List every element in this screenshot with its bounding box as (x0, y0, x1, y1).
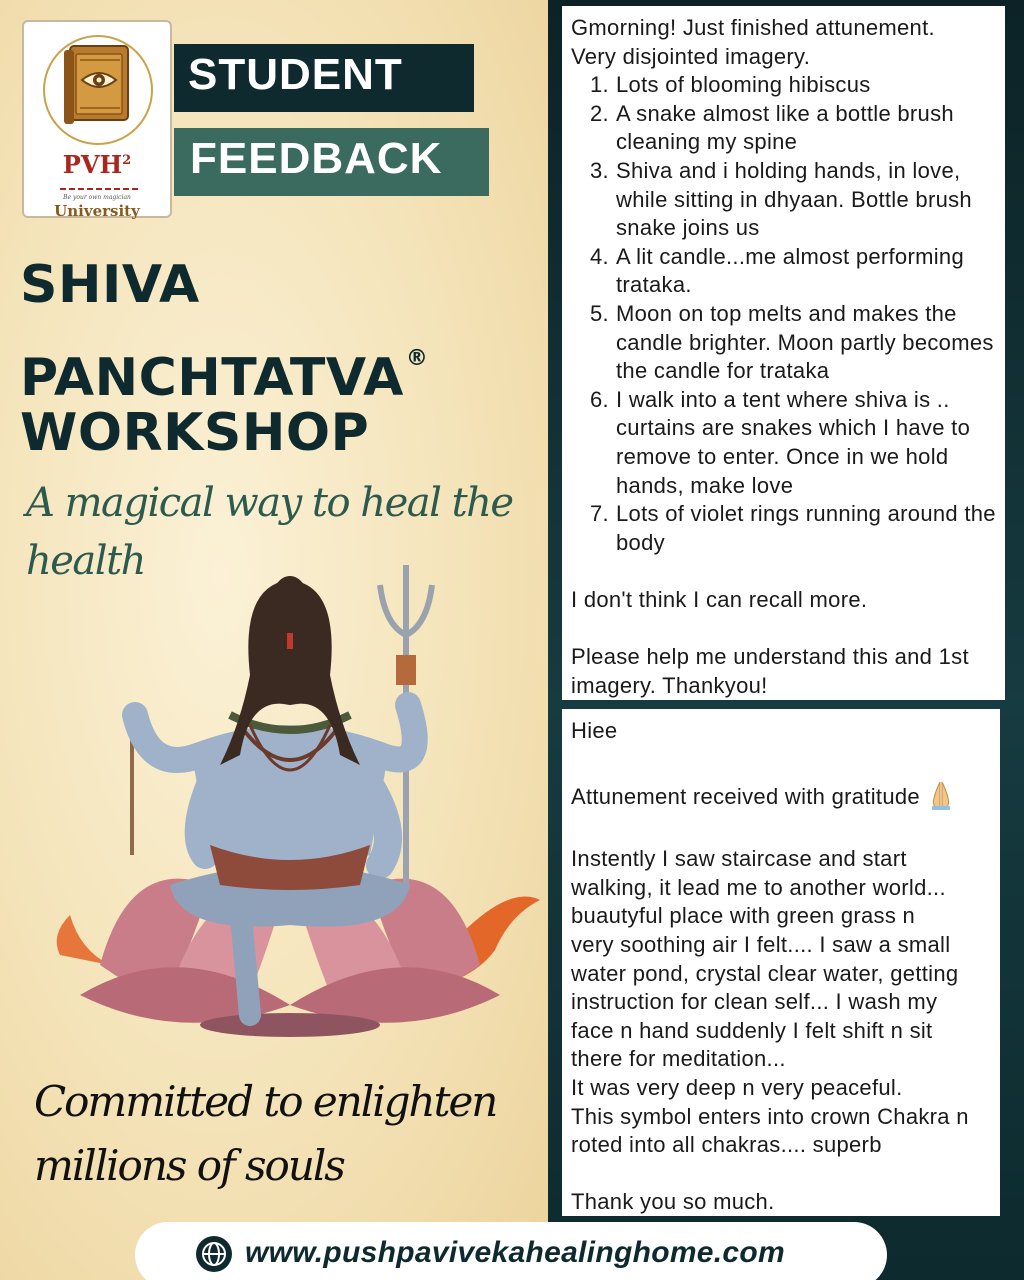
feedback-card-1 (562, 6, 1005, 700)
thanks-line: Thank you so much. (571, 1189, 775, 1215)
intro-line-1: Gmorning! Just finished attunement. (571, 15, 935, 40)
request-line: Please help me understand this and 1st imagery. Thankyou! (571, 644, 969, 698)
story-line: instruction for clean self... I wash my (571, 989, 938, 1015)
registered-mark: ® (405, 346, 429, 371)
title-line-3: WORKSHOP (20, 403, 370, 463)
story-line: water pond, crystal clear water, getting (571, 960, 959, 986)
logo-university: University (54, 202, 140, 220)
logo-divider (60, 186, 138, 192)
intro-line-2: Very disjointed imagery. (571, 43, 811, 69)
greeting-line: Hiee (571, 718, 618, 743)
workshop-title (20, 248, 450, 470)
list-item: I walk into a tent where shiva is .. curtains are snakes which I have to remove to enter. Once in we hold hands, make love (616, 386, 971, 498)
list-item: A snake almost like a bottle brush cleaning my spine (616, 100, 954, 155)
list-item: A lit candle...me almost performing trataka. (616, 243, 964, 298)
workshop-tagline: A magical way to heal the health (26, 480, 513, 584)
story-line: roted into all chakras.... superb (571, 1132, 882, 1158)
story-line: It was very deep n very peaceful. (571, 1074, 903, 1100)
student-banner: STUDENT (174, 44, 474, 112)
list-item: Lots of blooming hibiscus (616, 72, 871, 98)
feedback-banner: FEEDBACK (174, 128, 489, 196)
title-line-1: SHIVA (20, 255, 200, 315)
website-bar[interactable] (135, 1222, 887, 1280)
story-line: face n hand suddenly I felt shift n sit (571, 1017, 933, 1043)
recall-line: I don't think I can recall more. (571, 586, 868, 612)
website-link[interactable]: www.pushpavivekahealinghome.com (245, 1236, 785, 1269)
story-line: there for meditation... (571, 1046, 786, 1072)
list-item: Shiva and i holding hands, in love, while sitting in dhyaan. Bottle brush snake joins us (616, 157, 972, 241)
story-line: very soothing air I felt.... I saw a small (571, 931, 951, 957)
list-item: Lots of violet rings running around the body (616, 501, 996, 555)
logo-tagline: Be your own magician (63, 194, 131, 201)
story-line: walking, it lead me to another world... (571, 874, 946, 900)
feedback-card-2 (562, 709, 1000, 1216)
book-eye-icon (36, 30, 160, 148)
gratitude-line: Attunement received with gratitude (571, 780, 992, 812)
list-item: Moon on top melts and makes the candle brighter. Moon partly becomes the candle for trataka (616, 300, 994, 384)
imagery-list (571, 71, 997, 557)
title-line-2: PANCHTATVA® (20, 346, 429, 408)
commitment-statement: Committed to enlighten millions of souls (34, 1077, 497, 1190)
story-line: buautyful place with green grass n (571, 903, 916, 929)
folded-hands-icon (928, 780, 954, 810)
shiva-on-lotus-illustration (40, 555, 550, 1055)
story-line: Instently I saw staircase and start (571, 846, 907, 872)
story-line: This symbol enters into crown Chakra n (571, 1103, 969, 1129)
globe-icon (195, 1235, 233, 1273)
university-logo (22, 20, 172, 218)
logo-brand: PVH$^2$ (62, 150, 132, 179)
